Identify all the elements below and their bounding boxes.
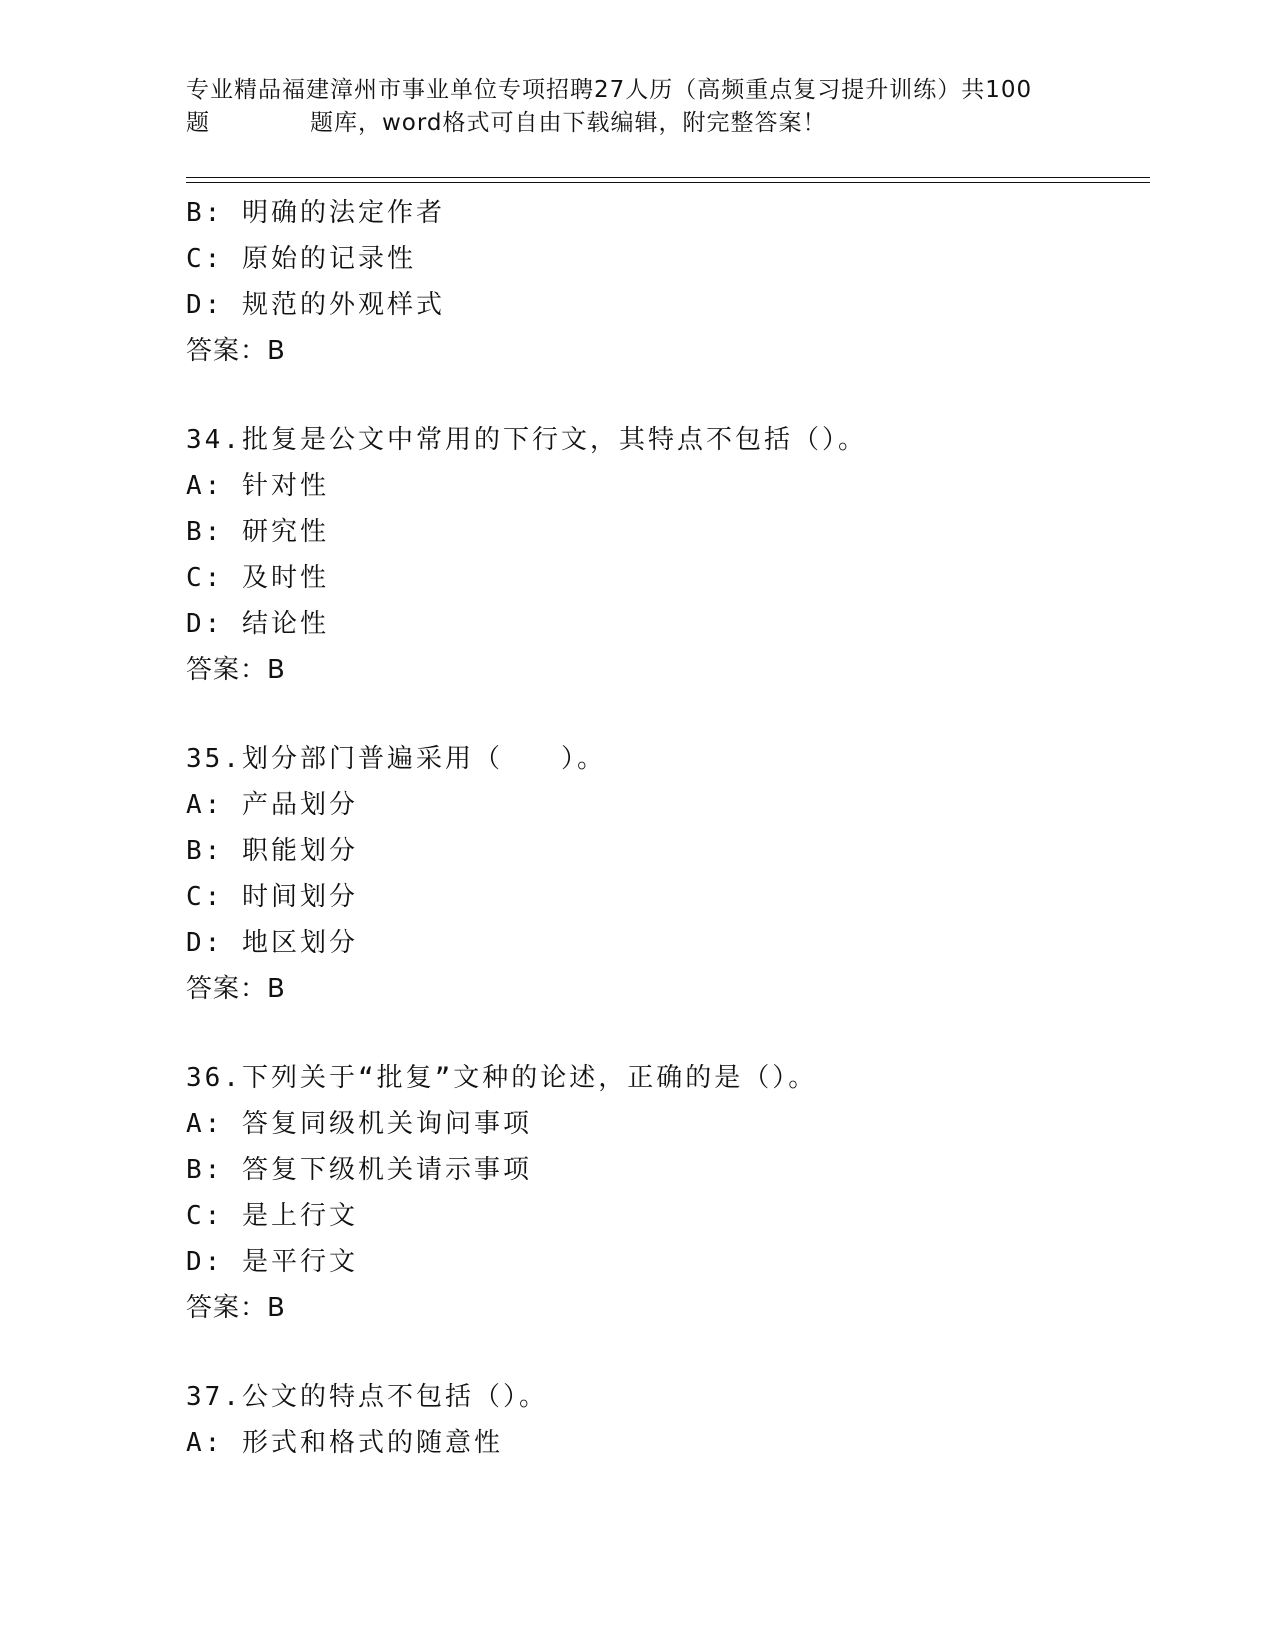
q33-option-b: B: 明确的法定作者 bbox=[186, 198, 445, 228]
q33-option-c: C: 原始的记录性 bbox=[186, 244, 416, 274]
q34-option-a: A: 针对性 bbox=[186, 471, 329, 501]
header-divider-bottom bbox=[186, 182, 1150, 183]
q36-option-a: A: 答复同级机关询问事项 bbox=[186, 1109, 532, 1139]
q34-option-b: B: 研究性 bbox=[186, 517, 329, 547]
question-gap bbox=[186, 1331, 1146, 1374]
q37-stem: 37.公文的特点不包括（）。 bbox=[186, 1382, 548, 1412]
q35-option-a: A: 产品划分 bbox=[186, 790, 358, 820]
q34-stem: 34.批复是公文中常用的下行文，其特点不包括（）。 bbox=[186, 425, 867, 455]
header-subtitle-prefix: 题 bbox=[186, 110, 210, 136]
q35-stem: 35.划分部门普遍采用（ ）。 bbox=[186, 744, 606, 774]
q36-answer: 答案：B bbox=[186, 1293, 286, 1323]
q36-stem: 36.下列关于“批复”文种的论述，正确的是（）。 bbox=[186, 1063, 818, 1093]
q36-option-b: B: 答复下级机关请示事项 bbox=[186, 1155, 532, 1185]
q35-option-b: B: 职能划分 bbox=[186, 836, 358, 866]
header-divider-top bbox=[186, 177, 1150, 178]
document-header bbox=[186, 74, 1066, 140]
q35-option-d: D: 地区划分 bbox=[186, 928, 358, 958]
q35-option-c: C: 时间划分 bbox=[186, 882, 358, 912]
q34-answer: 答案：B bbox=[186, 655, 286, 685]
question-gap bbox=[186, 693, 1146, 736]
header-subtitle-text: 题库，word格式可自由下载编辑，附完整答案！ bbox=[310, 110, 827, 136]
q33-answer: 答案：B bbox=[186, 336, 286, 366]
q37-option-a: A: 形式和格式的随意性 bbox=[186, 1428, 503, 1458]
q36-option-c: C: 是上行文 bbox=[186, 1201, 358, 1231]
question-gap bbox=[186, 1012, 1146, 1055]
q36-option-d: D: 是平行文 bbox=[186, 1247, 358, 1277]
q35-answer: 答案：B bbox=[186, 974, 286, 1004]
header-subtitle-line bbox=[186, 107, 1066, 140]
header-title-line: 专业精品福建漳州市事业单位专项招聘27人历（高频重点复习提升训练）共100 bbox=[186, 77, 1033, 103]
question-list bbox=[186, 190, 1146, 1466]
q34-option-c: C: 及时性 bbox=[186, 563, 329, 593]
q33-option-d: D: 规范的外观样式 bbox=[186, 290, 445, 320]
question-gap bbox=[186, 374, 1146, 417]
q34-option-d: D: 结论性 bbox=[186, 609, 329, 639]
